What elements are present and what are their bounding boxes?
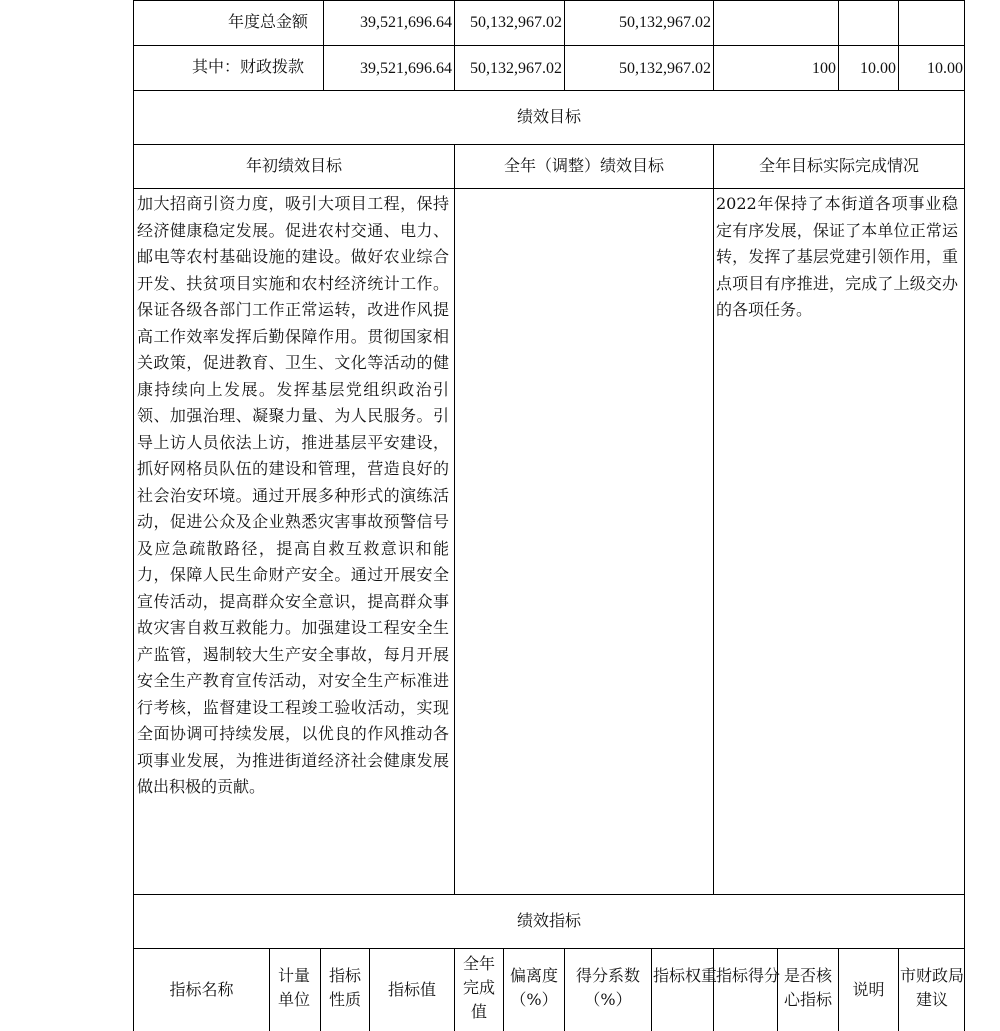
indicator-header-unit: 计量单位 [277, 966, 310, 1009]
col-line [323, 0, 324, 90]
fiscal-col1: 39,521,696.64 [360, 60, 452, 77]
indicator-header-value: 指标值 [387, 980, 436, 999]
header-adjusted-goal: 全年（调整）绩效目标 [503, 156, 664, 175]
initial-goal-text: 加大招商引资力度，吸引大项目工程，保持经济健康稳定发展。促进农村交通、电力、邮电等农村基础设施的建设。做好农业综合开发、扶贫项目实施和农村经济统计工作。保证各级各部门工作正常运转，改进作风提高工作效率发挥后勤保障作用。贯彻国家相关政策，促进教育、卫生、文化等活动的健康持续向上发展。发挥基层党组织政治引领、加强治理、凝聚力量、为人民服务。引导上访人员依法上访，推进基层平安建设，抓好网格员队伍的建设和管理，营造良好的社会治安环境。通过开展多种形式的演练活动，促进公众及企业熟悉灾害事故预警信号及应急疏散路径，提高自救互救意识和能力，保障人民生命财产安全。通过开展安全宣传活动，提高群众安全意识，提高群众事故灾害自救互救能力。加强建设工程安全生产监管，遏制较大生产安全事故，每月开展安全生产教育宣传活动，对安全生产标准进行考核，监督建设工程竣工验收活动，实现全面协调可持续发展，以优良的作风推动各项事业发展，为推进街道经济社会健康发展做出积极的贡献。 [137, 194, 449, 796]
col-line [133, 0, 134, 1031]
col-line [898, 948, 899, 1031]
col-line [564, 948, 565, 1031]
col-line [713, 0, 714, 90]
total-col1: 39,521,696.64 [360, 14, 452, 31]
section-title-goals: 绩效目标 [516, 107, 581, 126]
indicator-header-deviation: 偏离度（%） [509, 966, 558, 1009]
actual-completion-text: 2022年保持了本街道各项事业稳定有序发展，保证了本单位正常运转，发挥了基层党建引领作用，重点项目有序推进，完成了上级交办的各项任务。 [716, 194, 958, 319]
indicator-header-completed: 全年完成值 [462, 954, 495, 1021]
fiscal-col4: 100 [812, 60, 836, 77]
col-line [454, 948, 455, 1031]
col-line [651, 948, 652, 1031]
col-line [503, 948, 504, 1031]
total-col2: 50,132,967.02 [470, 14, 562, 31]
section-title-indicators: 绩效指标 [516, 911, 581, 930]
row-line [133, 45, 965, 46]
row-line [133, 144, 965, 145]
indicator-header-name: 指标名称 [169, 980, 234, 999]
indicator-header-core: 是否核心指标 [783, 966, 832, 1009]
row-label-total: 年度总金额 [228, 12, 309, 31]
fiscal-col3: 50,132,967.02 [619, 60, 711, 77]
col-line [454, 0, 455, 90]
indicator-header-weight: 指标权重 [653, 966, 718, 985]
indicator-header-note: 说明 [852, 980, 885, 999]
header-actual-completion: 全年目标实际完成情况 [758, 156, 919, 175]
fiscal-col5: 10.00 [860, 60, 896, 77]
row-line [133, 894, 965, 895]
col-line [320, 948, 321, 1031]
row-label-fiscal: 其中：财政拨款 [192, 57, 305, 76]
indicator-header-nature: 指标性质 [328, 966, 361, 1009]
col-line [564, 0, 565, 90]
fiscal-col2: 50,132,967.02 [470, 60, 562, 77]
indicator-header-finance-advice: 市财政局建议 [900, 966, 965, 1009]
indicator-header-score: 指标得分 [716, 966, 781, 985]
row-line [133, 188, 965, 189]
indicator-header-score-coef: 得分系数（%） [575, 966, 640, 1009]
col-line [898, 0, 899, 90]
col-line [838, 0, 839, 90]
col-line [713, 144, 714, 894]
col-line [777, 948, 778, 1031]
header-initial-goal: 年初绩效目标 [245, 156, 342, 175]
row-line [133, 90, 965, 91]
total-col3: 50,132,967.02 [619, 14, 711, 31]
row-line [133, 948, 965, 949]
col-line [964, 0, 965, 1031]
col-line [454, 144, 455, 894]
col-line [269, 948, 270, 1031]
fiscal-col6: 10.00 [927, 60, 963, 77]
col-line [713, 948, 714, 1031]
row-line [133, 0, 965, 1]
